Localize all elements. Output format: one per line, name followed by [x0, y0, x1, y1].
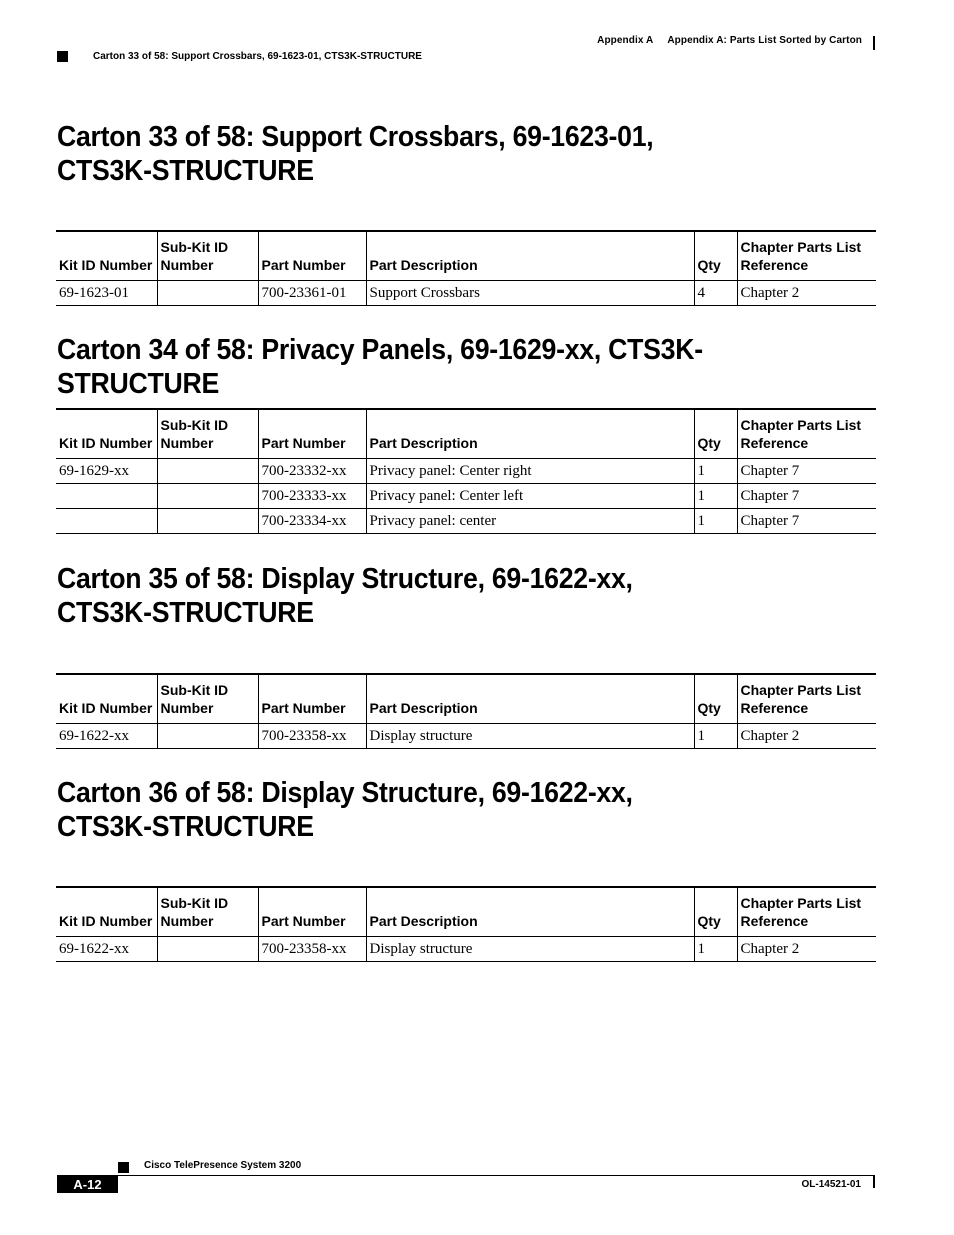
col-subkit-id: Sub-Kit ID Number — [157, 409, 258, 459]
cell-kit: 69-1623-01 — [56, 281, 157, 306]
table-row — [56, 509, 876, 534]
cell-ref: Chapter 7 — [737, 509, 876, 534]
header-marker — [57, 51, 68, 62]
cell-qty: 1 — [694, 459, 737, 484]
cell-ref: Chapter 2 — [737, 724, 876, 749]
col-qty: Qty — [694, 674, 737, 724]
cell-kit: 69-1622-xx — [56, 937, 157, 962]
cell-subkit — [157, 724, 258, 749]
table-row — [56, 937, 876, 962]
cell-subkit — [157, 459, 258, 484]
table-row — [56, 484, 876, 509]
header-section-running: Carton 33 of 58: Support Crossbars, 69-1623-01, CTS3K-STRUCTURE — [93, 51, 422, 62]
section-title-carton-36: Carton 36 of 58: Display Structure, 69-1622-xx, CTS3K-STRUCTURE — [57, 777, 633, 843]
cell-subkit — [157, 281, 258, 306]
col-chapter-reference: Chapter Parts List Reference — [737, 409, 876, 459]
col-subkit-id: Sub-Kit ID Number — [157, 887, 258, 937]
cell-qty: 1 — [694, 937, 737, 962]
cell-qty: 1 — [694, 484, 737, 509]
col-chapter-reference: Chapter Parts List Reference — [737, 231, 876, 281]
cell-desc: Privacy panel: Center left — [366, 484, 694, 509]
document-id: OL-14521-01 — [801, 1179, 861, 1190]
table-row — [56, 459, 876, 484]
parts-table-carton-36 — [56, 886, 876, 962]
cell-subkit — [157, 937, 258, 962]
cell-part: 700-23358-xx — [258, 937, 366, 962]
table-row — [56, 281, 876, 306]
cell-desc: Privacy panel: center — [366, 509, 694, 534]
col-qty: Qty — [694, 409, 737, 459]
parts-table-carton-34 — [56, 408, 876, 534]
cell-ref: Chapter 7 — [737, 484, 876, 509]
cell-kit — [56, 484, 157, 509]
section-title-carton-34: Carton 34 of 58: Privacy Panels, 69-1629-xx, CTS3K-STRUCTURE — [57, 334, 703, 400]
section-title-carton-33: Carton 33 of 58: Support Crossbars, 69-1623-01, CTS3K-STRUCTURE — [57, 121, 654, 187]
table-header-row — [56, 231, 876, 281]
col-chapter-reference: Chapter Parts List Reference — [737, 887, 876, 937]
col-kit-id: Kit ID Number — [59, 435, 153, 451]
col-part-description: Part Description — [366, 409, 694, 459]
cell-kit — [56, 509, 157, 534]
cell-part: 700-23358-xx — [258, 724, 366, 749]
cell-kit: 69-1629-xx — [56, 459, 157, 484]
cell-desc: Support Crossbars — [366, 281, 694, 306]
page-number: A-12 — [57, 1176, 118, 1193]
cell-subkit — [157, 509, 258, 534]
col-qty: Qty — [694, 231, 737, 281]
footer-rule — [57, 1175, 875, 1176]
cell-ref: Chapter 7 — [737, 459, 876, 484]
footer-marker — [118, 1162, 129, 1173]
table-header-row — [56, 409, 876, 459]
col-part-number: Part Number — [258, 674, 366, 724]
header-chapter-title: Appendix A: Parts List Sorted by Carton — [667, 35, 862, 46]
cell-qty: 4 — [694, 281, 737, 306]
col-part-description: Part Description — [366, 231, 694, 281]
table-header-row — [56, 674, 876, 724]
cell-desc: Privacy panel: Center right — [366, 459, 694, 484]
col-subkit-id: Sub-Kit ID Number — [157, 674, 258, 724]
col-part-description: Part Description — [366, 887, 694, 937]
parts-table-carton-35 — [56, 673, 876, 749]
col-part-number: Part Number — [258, 231, 366, 281]
running-header — [597, 35, 862, 46]
cell-qty: 1 — [694, 509, 737, 534]
table-row — [56, 724, 876, 749]
cell-part: 700-23334-xx — [258, 509, 366, 534]
cell-qty: 1 — [694, 724, 737, 749]
col-qty: Qty — [694, 887, 737, 937]
parts-table-carton-33 — [56, 230, 876, 306]
cell-ref: Chapter 2 — [737, 937, 876, 962]
header-rule — [873, 36, 875, 50]
col-subkit-id: Sub-Kit ID Number — [157, 231, 258, 281]
cell-kit: 69-1622-xx — [56, 724, 157, 749]
cell-subkit — [157, 484, 258, 509]
section-title-carton-35: Carton 35 of 58: Display Structure, 69-1622-xx, CTS3K-STRUCTURE — [57, 563, 633, 629]
footer-bar — [873, 1176, 875, 1188]
col-part-description: Part Description — [366, 674, 694, 724]
cell-ref: Chapter 2 — [737, 281, 876, 306]
cell-part: 700-23333-xx — [258, 484, 366, 509]
col-chapter-reference: Chapter Parts List Reference — [737, 674, 876, 724]
table-header-row — [56, 887, 876, 937]
col-part-number: Part Number — [258, 409, 366, 459]
footer-product-title: Cisco TelePresence System 3200 — [144, 1160, 302, 1171]
cell-desc: Display structure — [366, 937, 694, 962]
header-appendix: Appendix A — [597, 35, 654, 46]
cell-part: 700-23332-xx — [258, 459, 366, 484]
col-part-number: Part Number — [258, 887, 366, 937]
col-kit-id: Kit ID Number — [59, 257, 153, 273]
cell-desc: Display structure — [366, 724, 694, 749]
cell-part: 700-23361-01 — [258, 281, 366, 306]
col-kit-id: Kit ID Number — [59, 913, 153, 929]
col-kit-id: Kit ID Number — [59, 700, 153, 716]
